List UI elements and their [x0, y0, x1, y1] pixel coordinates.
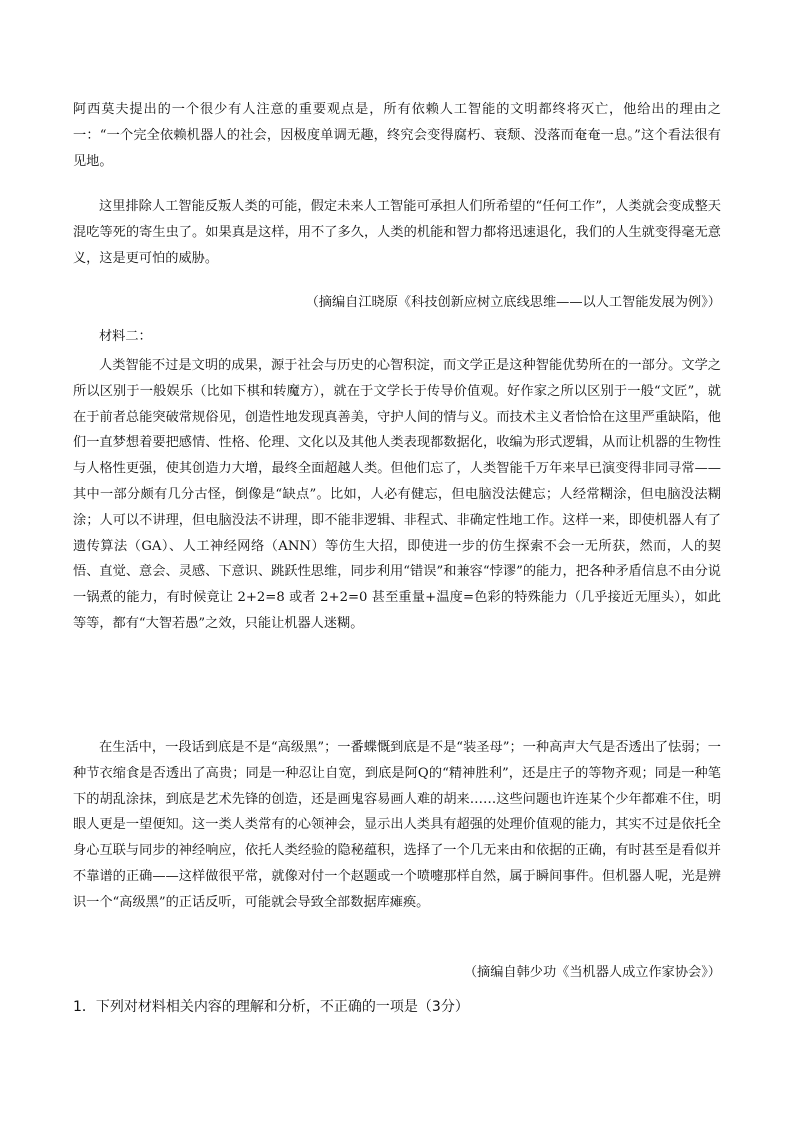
material-two-label: 材料二：: [99, 329, 152, 344]
source-citation-2: （摘编自韩少功《当机器人成立作家协会》）: [463, 965, 721, 980]
question-1: 1．下列对材料相关内容的理解和分析，不正确的一项是（3分）: [73, 999, 469, 1015]
source-citation-1: （摘编自江晓原《科技创新应树立底线思维——以人工智能发展为例》）: [305, 295, 721, 310]
paragraph-4: 在生活中，一段话到底是不是“高级黑”；一番蝶慨到底是不是“装圣母”；一种高声大气是否透出了怯弱；一种节衣缩食是否透出了高贵；同是一种忍让自宽，到底是阿Q的“精神胜利”，还是庄子的等物齐观；同是一种笔下的胡乱涂抹，到底是艺术先锋的创造，还是画鬼容易画人难的胡来……这些问题也许连某个少年都难不住，明眼人更是一望便知。这一类人类常有的心领神会，显示出人类具有超强的处理价值观的能力，其实不过是依托全身心互联与同步的神经响应，依托人类经验的隐秘蕴积，选择了一个几无来由和依据的正确，有时甚至是看似并不靠谱的正确——这样做很平常，就像对付一个赵题或一个喷嚏那样自然，属于瞬间事件。但机器人呢，光是辨识一个“高级黑”的正话反听，可能就会导致全部数据库瘫痪。: [73, 740, 721, 910]
paragraph-2: 这里排除人工智能反叛人类的可能，假定未来人工智能可承担人们所希望的“任何工作”，人类就会变成整天混吃等死的寄生虫了。如果真是这样，用不了多久，人类的机能和智力都将迅速退化，我们的人生就变得毫无意义，这是更可怕的威胁。: [73, 199, 721, 266]
paragraph-3: 人类智能不过是文明的成果，源于社会与历史的心智积淀，而文学正是这种智能优势所在的一部分。文学之所以区别于一般娱乐（比如下棋和转魔方），就在于文学长于传导价值观。好作家之所以区别于一般“文匠”，就在于前者总能突破常规俗见，创造性地发现真善美，守护人间的情与义。而技术主义者恰恰在这里严重缺陷，他们一直梦想着要把感情、性格、伦理、文化以及其他人类表现都数据化，收编为形式逻辑，从而让机器的生物性与人格性更强，使其创造力大增，最终全面超越人类。但他们忘了，人类智能千万年来早已演变得非同寻常——其中一部分颇有几分古怪，倒像是“缺点”。比如，人必有健忘，但电脑没法健忘；人经常糊涂，但电脑没法糊涂；人可以不讲理，但电脑没法不讲理，即不能非逻辑、非程式、非确定性地工作。这样一来，即使机器人有了遗传算法（GA）、人工神经网络（ANN）等仿生大招，即使进一步的仿生探索不会一无所获，然而，人的契悟、直觉、意会、灵感、下意识、跳跃性思维，同步利用“错误”和兼容“悖谬”的能力，把各种矛盾信息不由分说一锅煮的能力，有时候竟让 2+2=8 或者 2+2=0 甚至重量+温度=色彩的特殊能力（几乎接近无厘头），如此等等，都有“大智若愚”之效，只能让机器人迷糊。: [73, 358, 721, 631]
paragraph-1: 阿西莫夫提出的一个很少有人注意的重要观点是，所有依赖人工智能的文明都终将灭亡，他给出的理由之一：“一个完全依赖机器人的社会，因极度单调无趣，终究会变得腐朽、衰颓、没落而奄奄一息。”这个看法很有见地。: [73, 102, 721, 169]
